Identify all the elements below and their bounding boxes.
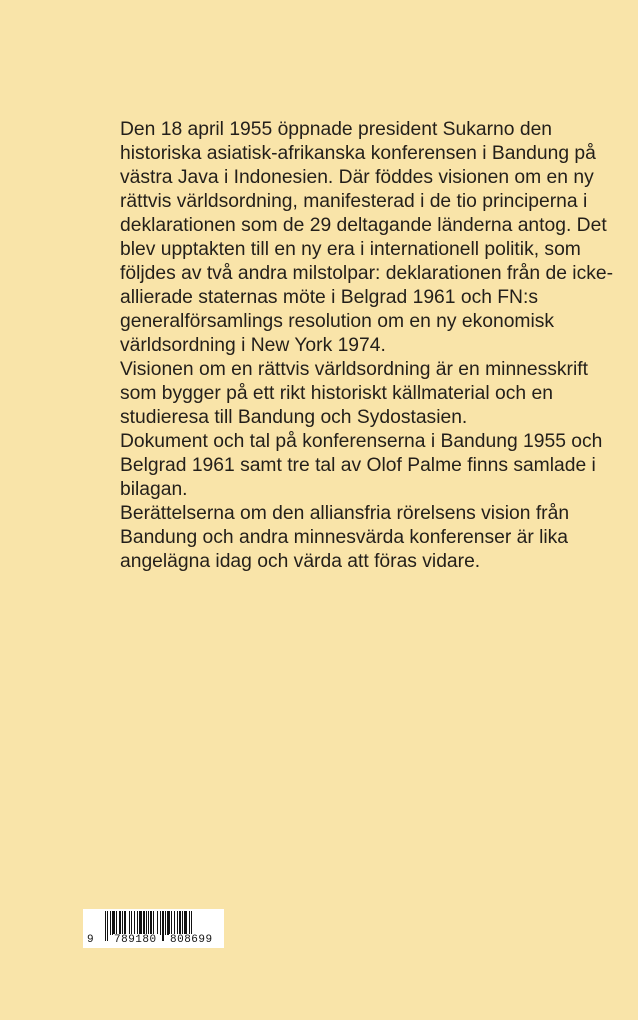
barcode-bar — [139, 911, 142, 935]
barcode-bar — [116, 911, 117, 935]
text-line: Den 18 april 1955 öppnade president Sukarno den — [120, 119, 553, 140]
barcode-bar — [110, 911, 111, 935]
text-line: Belgrad 1961 samt tre tal av Olof Palme finns samlade i — [120, 455, 596, 476]
text-line: följdes av två andra milstolpar: deklarationen från de icke- — [120, 263, 613, 284]
barcode-bar — [177, 911, 178, 935]
text-line: Berättelserna om den alliansfria rörelsens vision från — [120, 503, 570, 524]
barcode-bar — [157, 911, 158, 935]
paragraph — [120, 118, 620, 358]
paragraph — [120, 358, 620, 430]
barcode-bar — [146, 911, 147, 935]
text-line: västra Java i Indonesien. Där föddes visionen om en ny — [120, 167, 594, 188]
barcode-digit-lead: 9 — [87, 934, 94, 946]
text-line: rättvis världsordning, manifesterad i de tio principerna i — [120, 191, 588, 212]
barcode-bar — [182, 911, 183, 935]
barcode-bar — [191, 911, 192, 935]
text-line: blev upptakten till en ny era i internationell politik, som — [120, 239, 581, 260]
barcode-bar — [160, 911, 161, 935]
barcode-bar — [148, 911, 149, 935]
text-line: som bygger på ett rikt historiskt källmaterial och en — [120, 383, 553, 404]
text-line: bilagan. — [120, 479, 188, 500]
text-line: generalförsamlings resolution om en ny ekonomisk — [120, 311, 555, 332]
text-line: historiska asiatisk-afrikanska konferensen i Bandung på — [120, 143, 596, 164]
barcode-bar — [122, 911, 123, 935]
barcode-bar — [189, 911, 190, 935]
barcode-bar — [112, 911, 115, 935]
barcode-bar — [143, 911, 145, 935]
back-cover-blurb — [120, 118, 620, 574]
text-line: Dokument och tal på konferenserna i Bandung 1955 och — [120, 431, 603, 452]
text-line: deklarationen som de 29 deltagande länderna antog. Det — [120, 215, 607, 236]
barcode-bar — [150, 911, 152, 935]
barcode-bar — [124, 911, 126, 935]
text-line: angelägna idag och värda att föras vidare. — [120, 551, 481, 572]
barcode-bar — [153, 911, 154, 935]
text-line: studieresa till Bandung och Sydostasien. — [120, 407, 468, 428]
barcode-bar — [134, 911, 135, 935]
barcode-bar — [105, 911, 106, 941]
barcode-bar — [119, 911, 121, 935]
text-line: världsordning i New York 1974. — [120, 335, 386, 356]
text-line: Visionen om en rättvis världsordning är en minnesskrift — [120, 359, 588, 380]
barcode-bar — [171, 911, 172, 935]
barcode-bar — [137, 911, 138, 935]
barcode-bar — [107, 911, 108, 941]
barcode-digits-left: 789180 — [114, 934, 157, 946]
text-line: Bandung och andra minnesvärda konferenser är lika — [120, 527, 569, 548]
barcode-bar — [167, 911, 170, 935]
barcode-bar — [184, 911, 187, 935]
isbn-barcode — [83, 909, 224, 948]
barcode-bar — [179, 911, 181, 935]
barcode-bar — [129, 911, 130, 935]
paragraph — [120, 430, 620, 502]
text-line: allierade staternas möte i Belgrad 1961 och FN:s — [120, 287, 538, 308]
barcode-bar — [165, 911, 166, 935]
barcode-bar — [131, 911, 132, 935]
barcode-bar — [174, 911, 175, 935]
paragraph — [120, 502, 620, 574]
barcode-digits-right: 808699 — [170, 934, 213, 946]
barcode-bar — [162, 911, 164, 941]
